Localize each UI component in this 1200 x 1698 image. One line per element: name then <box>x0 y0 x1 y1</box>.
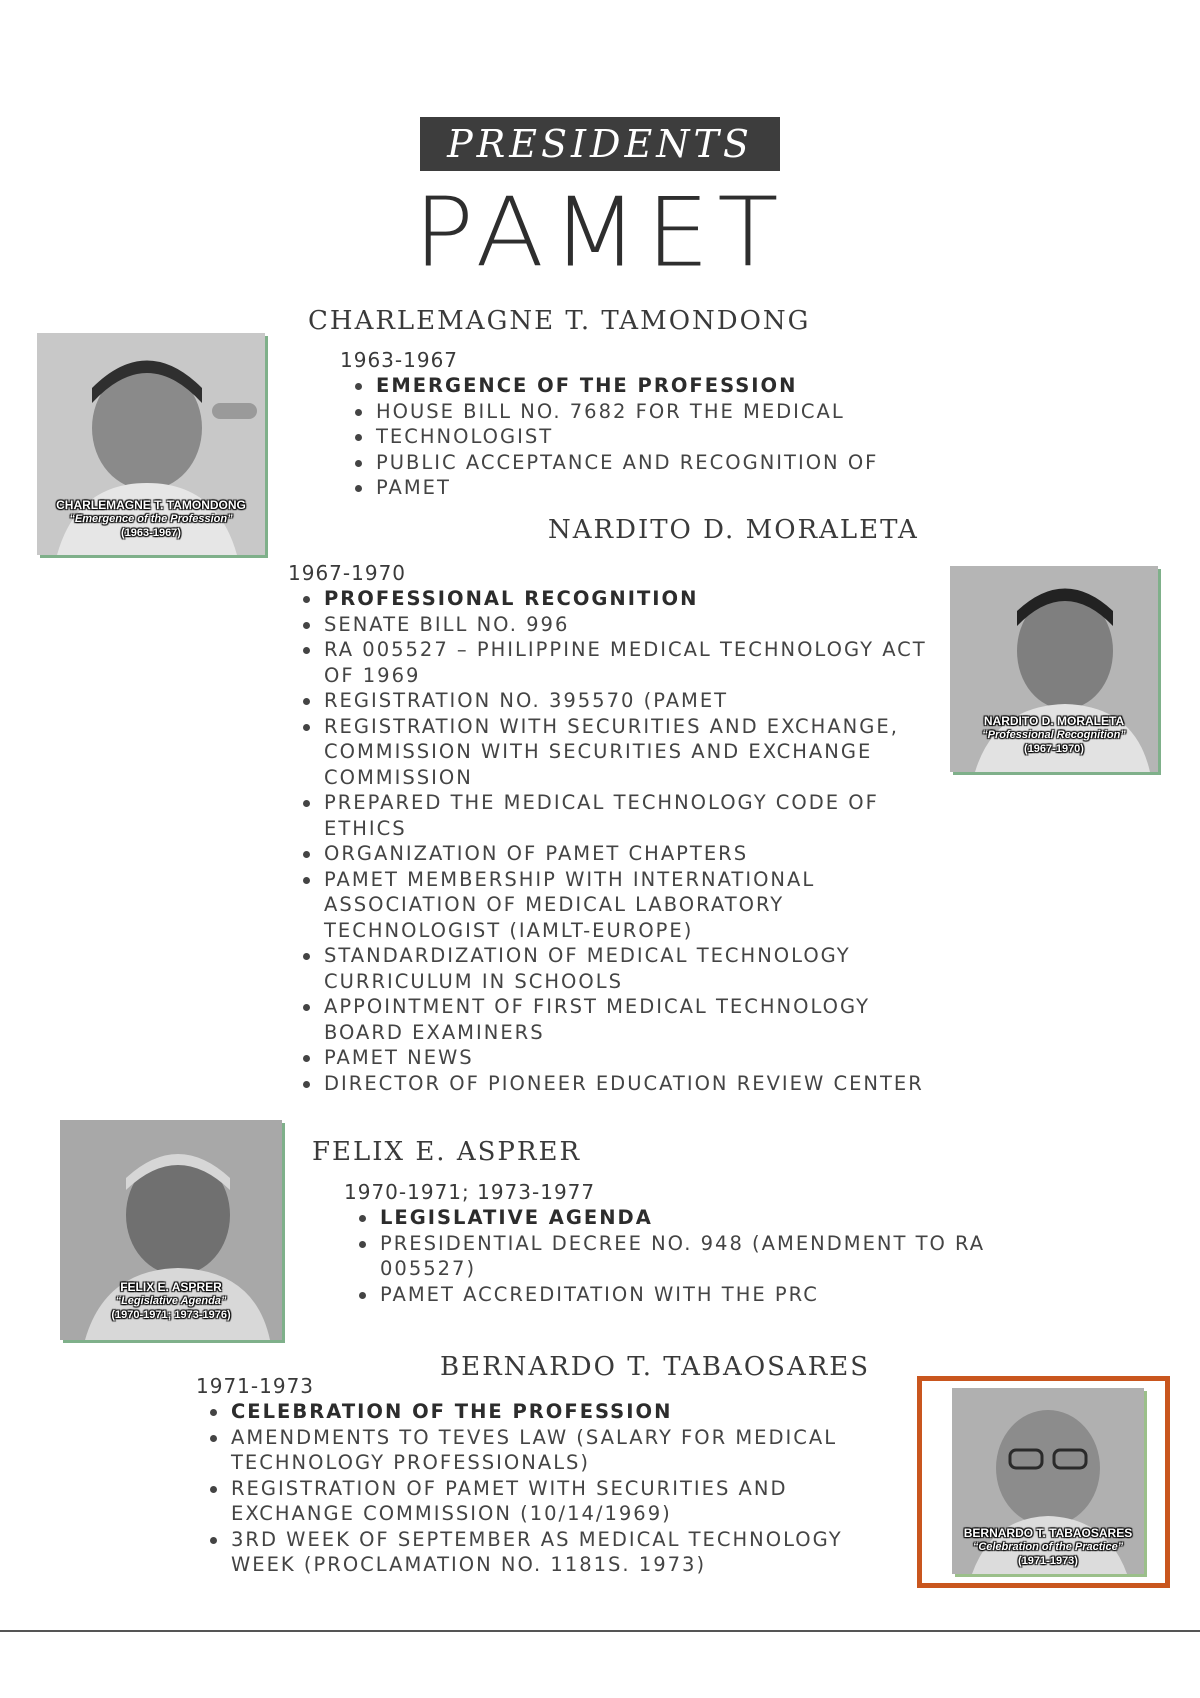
list-item: PROFESSIONAL RECOGNITION <box>298 586 934 612</box>
page-subtitle: PAMET <box>413 176 787 289</box>
president-years-moraleta: 1967-1970 <box>288 561 407 585</box>
list-item: ORGANIZATION OF PAMET CHAPTERS <box>298 841 934 867</box>
list-item: PAMET <box>350 475 950 501</box>
list-item: 3RD WEEK OF SEPTEMBER AS MEDICAL TECHNOLOGY WEEK (PROCLAMATION NO. 1181S. 1973) <box>205 1527 885 1578</box>
list-item: PUBLIC ACCEPTANCE AND RECOGNITION OF <box>350 450 950 476</box>
president-years-tamondong: 1963-1967 <box>340 348 459 372</box>
photo-caption: FELIX E. ASPRER “Legislative Agenda” (1970-1971; 1973-1976) <box>111 1280 231 1321</box>
accomplishments-list-tamondong <box>350 373 950 501</box>
list-item: RA 005527 – PHILIPPINE MEDICAL TECHNOLOGY ACT OF 1969 <box>298 637 934 688</box>
president-name-asprer: FELIX E. ASPRER <box>312 1137 582 1167</box>
president-name-tamondong: CHARLEMAGNE T. TAMONDONG <box>308 306 811 336</box>
list-item: EMERGENCE OF THE PROFESSION <box>350 373 950 399</box>
president-years-tabaosares: 1971-1973 <box>196 1374 315 1398</box>
list-item: PAMET NEWS <box>298 1045 934 1071</box>
list-item: AMENDMENTS TO TEVES LAW (SALARY FOR MEDICAL TECHNOLOGY PROFESSIONALS) <box>205 1425 885 1476</box>
list-item: CELEBRATION OF THE PROFESSION <box>205 1399 885 1425</box>
list-item: HOUSE BILL NO. 7682 FOR THE MEDICAL <box>350 399 950 425</box>
list-item: REGISTRATION OF PAMET WITH SECURITIES AND EXCHANGE COMMISSION (10/14/1969) <box>205 1476 885 1527</box>
photo-caption: CHARLEMAGNE T. TAMONDONG “Emergence of the Profession” (1963-1967) <box>56 498 246 539</box>
list-item: APPOINTMENT OF FIRST MEDICAL TECHNOLOGY BOARD EXAMINERS <box>298 994 934 1045</box>
list-item: PAMET MEMBERSHIP WITH INTERNATIONAL ASSOCIATION OF MEDICAL LABORATORY TECHNOLOGIST (IAMLT-EUROPE) <box>298 867 934 944</box>
list-item: STANDARDIZATION OF MEDICAL TECHNOLOGY CURRICULUM IN SCHOOLS <box>298 943 934 994</box>
accomplishments-list-moraleta <box>298 586 934 1096</box>
list-item: PREPARED THE MEDICAL TECHNOLOGY CODE OF ETHICS <box>298 790 934 841</box>
president-name-tabaosares: BERNARDO T. TABAOSARES <box>440 1352 871 1382</box>
list-item: PAMET ACCREDITATION WITH THE PRC <box>354 1282 1034 1308</box>
accomplishments-list-asprer <box>354 1205 1034 1307</box>
list-item: PRESIDENTIAL DECREE NO. 948 (AMENDMENT TO RA 005527) <box>354 1231 1034 1282</box>
president-photo-asprer <box>60 1120 282 1340</box>
list-item: TECHNOLOGIST <box>350 424 950 450</box>
accomplishments-list-tabaosares <box>205 1399 885 1578</box>
president-photo-tabaosares <box>952 1388 1144 1574</box>
photo-caption: NARDITO D. MORALETA “Professional Recognition” (1967-1970) <box>982 714 1126 755</box>
page-title-banner: PRESIDENTS <box>420 117 780 171</box>
list-item: DIRECTOR OF PIONEER EDUCATION REVIEW CENTER <box>298 1071 934 1097</box>
photo-caption: BERNARDO T. TABAOSARES “Celebration of the Practice” (1971-1973) <box>963 1526 1133 1567</box>
president-name-moraleta: NARDITO D. MORALETA <box>548 515 919 545</box>
list-item: REGISTRATION NO. 395570 (PAMET <box>298 688 934 714</box>
list-item: LEGISLATIVE AGENDA <box>354 1205 1034 1231</box>
president-years-asprer: 1970-1971; 1973-1977 <box>344 1180 596 1204</box>
list-item: SENATE BILL NO. 996 <box>298 612 934 638</box>
list-item: REGISTRATION WITH SECURITIES AND EXCHANGE, COMMISSION WITH SECURITIES AND EXCHANGE COMMISSION <box>298 714 934 791</box>
president-photo-moraleta <box>950 566 1158 772</box>
president-photo-tamondong <box>37 333 265 555</box>
footer-divider <box>0 1630 1200 1632</box>
